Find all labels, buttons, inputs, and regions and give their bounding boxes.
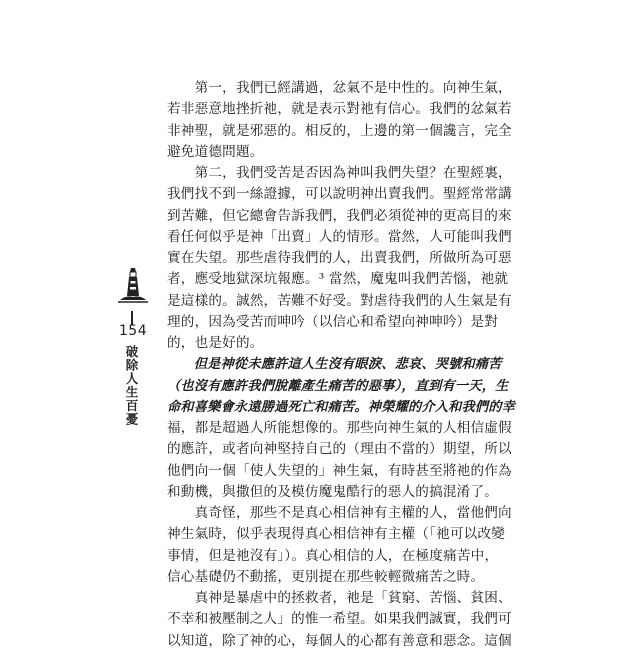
text-line: 的，也是好的。 [167,335,264,351]
text-line: 命和喜樂會永遠勝過死亡和痛苦。神榮耀的介入和我們的幸 [167,399,516,415]
text-line: 非神聖，就是邪惡的。相反的，上邊的第一個讒言，完全 [167,122,512,139]
text-line: （也沒有應許我們脫離產生痛苦的惡事），直到有一天，生 [167,378,509,394]
book-title: 破除人生百憂 [124,345,139,426]
text-line: 以知道，除了神的心，每個人的心都有善意和惡念。這個 [167,632,512,649]
text-line: 神生氣時，似乎表現得真心相信神有主權（「祂可以改變 [167,526,506,543]
text-line: 看任何似乎是神「出賣」人的情形。當然，人可能叫我們 [167,228,512,245]
text-line: 但是神從未應許這人生沒有眼淚、悲哀、哭號和痛苦 [167,357,502,373]
lighthouse-icon [118,266,148,304]
text-line: 事情，但是祂沒有」）。真心相信的人，在極度痛苦中， [167,547,499,564]
text-line: 實在失望。那些虐待我們的人，出賣我們，所做所為可惡 [167,250,512,266]
text-line: 的應許，或者向神堅持自己的（理由不當的）期望，所以 [167,441,512,458]
text-line: 者，應受地獄深坑報應。³ 當然，魔鬼叫我們苦惱，祂就 [167,271,509,288]
page-number: 154 [118,323,148,339]
text-line: 若非惡意地挫折祂，就是表示對祂有信心。我們的忿氣若 [167,101,512,118]
body-text [167,78,516,652]
text-line: 福，都是超過人所能想像的。那些向神生氣的人相信虛假 [167,420,512,436]
text-line: 到苦難，但它總會告訴我們，我們必須從神的更高目的來 [167,207,512,224]
text-line: 和動機，與撒但的及模仿魔鬼酷行的惡人的搞混淆了。 [167,483,499,500]
text-line: 是這樣的。誠然，苦難不好受。對虐待我們的人生氣是有 [167,292,512,309]
text-line: 信心基礎仍不動搖，更別提在那些較輕微痛苦之時。 [167,568,485,585]
text-line: 真奇怪，那些不是真心相信神有主權的人，當他們向 [167,505,512,521]
text-line: 避免道德問題。 [167,143,264,160]
text-line: 理的，因為受苦而呻吟（以信心和希望向神呻吟）是對 [167,313,499,330]
text-line: 我們找不到一絲證據，可以說明神出賣我們。聖經常常講 [167,186,512,203]
text-line: 第二，我們受苦是否因為神叫我們失望？在聖經裏， [167,165,512,181]
text-line: 他們向一個「使人失望的」神生氣，有時甚至將祂的作為 [167,462,512,479]
text-line: 不幸和被壓制之人」的惟一希望。如果我們誠實，我們可 [167,611,512,628]
text-line: 第一，我們已經講過，忿氣不是中性的。向神生氣， [167,80,512,96]
text-line: 真神是暴虐中的拯救者，祂是「貧窮、苦惱、貧困、 [167,590,512,606]
